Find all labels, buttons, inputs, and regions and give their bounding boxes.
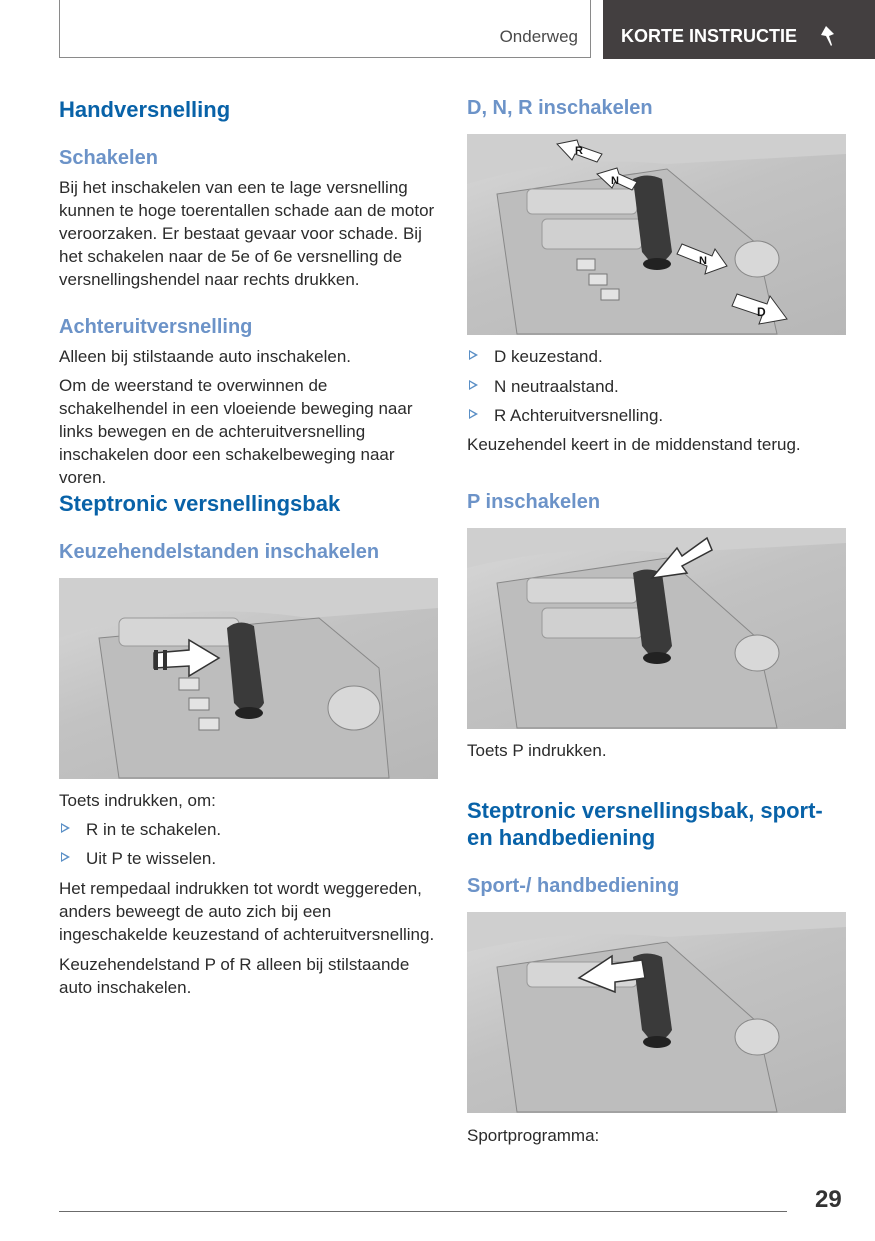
bullet-triangle-icon <box>61 852 70 862</box>
list-item <box>467 345 847 368</box>
illustration-gear-selector-unlock <box>59 578 438 779</box>
bullet-triangle-icon <box>469 350 478 360</box>
subheading-sport-handbediening: Sport-/ handbediening <box>467 875 680 897</box>
arrow-label-n-upper: N <box>611 175 619 187</box>
paragraph-achteruit-2: Om de weerstand te overwinnen de schakelhendel in een vloeiende beweging naar links bewegen en de achteruitversnelling inschakelen door een schakelbeweging naar voren. <box>59 376 413 487</box>
footer-divider <box>59 1211 787 1212</box>
subheading-p-inschakelen: P inschakelen <box>467 491 601 513</box>
subheading-dnr-inschakelen: D, N, R inschakelen <box>467 97 653 119</box>
subheading-keuzehendelstanden: Keuzehendelstanden inschakelen <box>59 541 380 563</box>
heading-handversnelling: Handversnelling <box>59 97 231 122</box>
paragraph-sportprogramma: Sportprogramma: <box>467 1126 600 1145</box>
subheading-achteruitversnelling: Achteruitversnelling <box>59 316 253 338</box>
pushpin-icon <box>817 24 839 48</box>
bullet-triangle-icon <box>469 409 478 419</box>
subheading-schakelen: Schakelen <box>59 147 158 169</box>
list-item-text: D keuzestand. <box>494 347 603 366</box>
paragraph-keuzestand: Keuzehendelstand P of R alleen bij stilstaande auto inschakelen. <box>59 955 410 997</box>
paragraph-toets-indrukken: Toets indrukken, om: <box>59 791 216 810</box>
list-item <box>467 375 847 398</box>
arrow-label-n-lower: N <box>699 255 707 267</box>
chapter-tab-label: KORTE INSTRUCTIE <box>621 26 798 46</box>
list-item-text: N neutraalstand. <box>494 377 619 396</box>
page-number: 29 <box>815 1186 842 1213</box>
header-frame <box>59 0 591 58</box>
list-item-text: R Achteruitversnelling. <box>494 406 664 425</box>
paragraph-toets-p: Toets P indrukken. <box>467 741 607 760</box>
paragraph-achteruit-1: Alleen bij stilstaande auto inschakelen. <box>59 347 352 366</box>
list-item <box>59 818 439 841</box>
list-item <box>59 847 439 870</box>
list-item-text: Uit P te wisselen. <box>86 849 217 868</box>
arrow-label-d: D <box>757 305 766 319</box>
paragraph-middenstand: Keuzehendel keert in de middenstand terug. <box>467 435 801 454</box>
paragraph-rempedaal: Het rempedaal indrukken tot wordt weggereden, anders beweegt de auto zich bij een ingeschakelde keuzestand of achteruitversnelling. <box>59 879 435 944</box>
chapter-tab[interactable] <box>603 0 875 59</box>
arrow-label-r: R <box>575 145 583 157</box>
list-item <box>467 404 847 427</box>
list-item-text: R in te schakelen. <box>86 820 222 839</box>
illustration-gear-selector-p <box>467 528 846 729</box>
paragraph-schakelen: Bij het inschakelen van een te lage versnelling kunnen te hoge toerentallen schade aan de motor veroorzaken. Er bestaat gevaar voor schade. Bij het schakelen naar de 5e of 6e versnelling de versnellingshendel naar rechts drukken. <box>59 178 435 289</box>
illustration-gear-selector-dnr <box>467 134 846 335</box>
heading-steptronic: Steptronic versnellingsbak <box>59 491 341 516</box>
section-title: Onderweg <box>499 27 578 46</box>
bullet-triangle-icon <box>469 380 478 390</box>
heading-steptronic-sport: Steptronic versnellingsbak, sport- en handbediening <box>467 798 823 850</box>
illustration-gear-selector-sport <box>467 912 846 1113</box>
bullet-triangle-icon <box>61 823 70 833</box>
